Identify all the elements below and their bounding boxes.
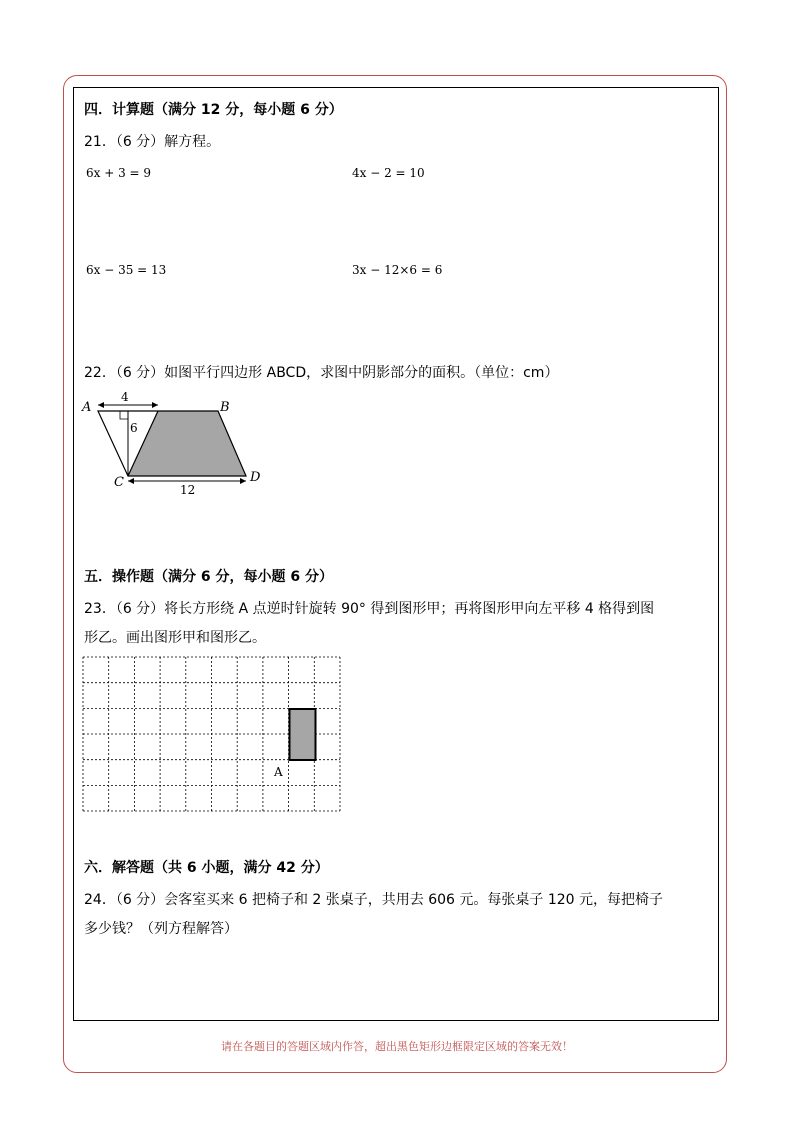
question-23-stem-line1: 23．（6 分）将长方形绕 A 点逆时针旋转 90° 得到图形甲；再将图形甲向左平移 4 格得到图 [84, 601, 655, 617]
right-angle-mark [120, 411, 128, 419]
top-arrow-right [152, 402, 158, 408]
top-length-label: 4 [121, 392, 129, 404]
question-23-stem-line2: 形乙。画出图形甲和图形乙。 [84, 630, 266, 646]
vertex-label-b: B [220, 400, 230, 415]
given-rectangle [290, 709, 316, 760]
vertex-label-d: D [250, 470, 261, 485]
section-6-title: 六．解答题（共 6 小题，满分 42 分） [84, 860, 329, 876]
rotation-grid [80, 652, 346, 816]
footer-notice: 请在各题目的答题区域内作答，超出黑色矩形边框限定区域的答案无效！ [221, 1040, 573, 1053]
question-22-stem: 22．（6 分）如图平行四边形 ABCD，求图中阴影部分的面积。（单位：cm） [84, 365, 559, 381]
height-label: 6 [130, 421, 138, 435]
question-21-stem: 21．（6 分）解方程。 [84, 134, 221, 150]
point-a-label: A [274, 765, 283, 779]
equation-4: 3x − 12×6 = 6 [352, 263, 443, 277]
section-5-title: 五．操作题（满分 6 分，每小题 6 分） [84, 569, 333, 585]
equation-1: 6x + 3 = 9 [86, 166, 152, 180]
base-arrow-left [128, 478, 134, 484]
answer-area-frame [73, 87, 719, 1021]
parallelogram-figure [80, 392, 270, 500]
question-24-stem-line2: 多少钱？（列方程解答） [84, 921, 238, 937]
question-24-stem-line1: 24．（6 分）会客室买来 6 把椅子和 2 张桌子，共用去 606 元。每张桌子 120 元，每把椅子 [84, 892, 664, 908]
base-length-label: 12 [180, 483, 196, 497]
equation-2: 4x − 2 = 10 [352, 166, 425, 180]
top-arrow-left [98, 402, 104, 408]
section-4-title: 四．计算题（满分 12 分，每小题 6 分） [84, 102, 343, 118]
vertex-label-c: C [114, 475, 124, 490]
shaded-trapezoid [128, 411, 246, 476]
base-arrow-right [240, 478, 246, 484]
vertex-label-a: A [82, 400, 92, 415]
equation-3: 6x − 35 = 13 [86, 263, 167, 277]
